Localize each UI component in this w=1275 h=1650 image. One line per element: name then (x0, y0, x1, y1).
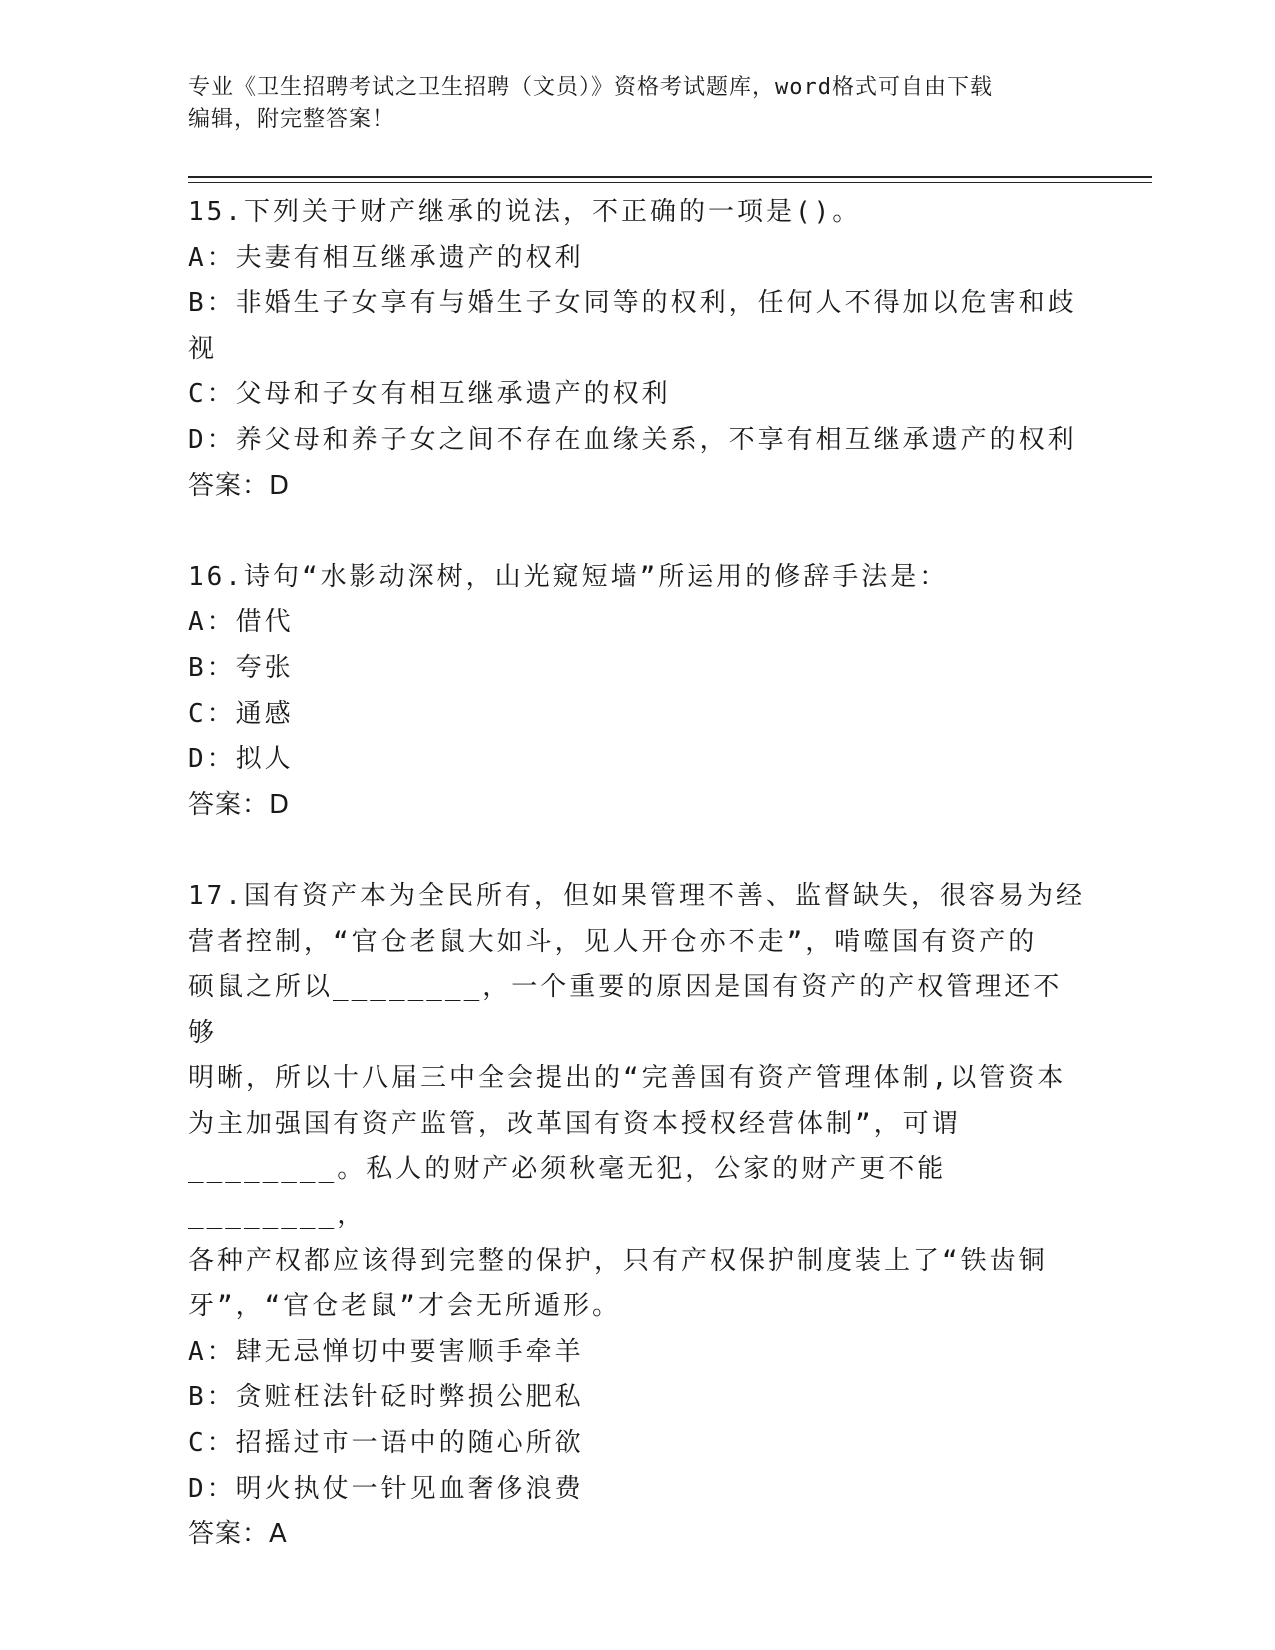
question-stem: 17.国有资产本为全民所有，但如果管理不善、监督缺失，很容易为经 (188, 880, 1085, 911)
option-a: A：肆无忌惮切中要害顺手牵羊 (188, 1336, 584, 1367)
option-d: D：养父母和养子女之间不存在血缘关系，不享有相互继承遗产的权利 (188, 424, 1077, 455)
header-line-2: 编辑，附完整答案！ (188, 107, 396, 132)
option-d: D：拟人 (188, 744, 294, 775)
question-15 (188, 190, 1088, 509)
header-divider-thick (188, 176, 1152, 178)
header-line-1: 专业《卫生招聘考试之卫生招聘（文员）》资格考试题库，word格式可自由下载 (188, 75, 993, 100)
option-a: A：借代 (188, 607, 294, 638)
option-b-continued: 视 (188, 333, 218, 364)
answer-label: 答案：D (188, 470, 291, 501)
option-c: C：父母和子女有相互继承遗产的权利 (188, 379, 671, 410)
question-stem: 16.诗句“水影动深树，山光窥短墙”所运用的修辞手法是： (188, 561, 949, 592)
question-stem-line-6: ________。私人的财产必须秋毫无犯，公家的财产更不能________， (188, 1154, 947, 1231)
question-stem: 15.下列关于财产继承的说法，不正确的一项是()。 (188, 197, 862, 227)
document-header (188, 72, 1088, 136)
question-stem-line-3: 硕鼠之所以________，一个重要的原因是国有资产的产权管理还不够 (188, 972, 1063, 1048)
option-c: C：招摇过市一语中的随心所欲 (188, 1428, 584, 1459)
option-b: B：夸张 (188, 652, 294, 683)
header-divider-thin (188, 182, 1152, 183)
answer-label: 答案：A (188, 1519, 288, 1550)
question-stem-line-8: 牙”，“官仓老鼠”才会无所遁形。 (188, 1291, 621, 1322)
option-b: B：贪赃枉法针砭时弊损公肥私 (188, 1382, 584, 1413)
option-d: D：明火执仗一针见血奢侈浪费 (188, 1473, 584, 1504)
option-b: B：非婚生子女享有与婚生子女同等的权利，任何人不得加以危害和歧 (188, 288, 1077, 319)
question-stem-line-4: 明晰，所以十八届三中全会提出的“完善国有资产管理体制,以管资本 (188, 1063, 1067, 1094)
question-17 (188, 874, 1088, 1558)
question-list (188, 190, 1088, 1558)
question-16 (188, 555, 1088, 829)
answer-label: 答案：D (188, 789, 291, 820)
question-stem-line-2: 营者控制，“官仓老鼠大如斗，见人开仓亦不走”，啃噬国有资产的 (188, 926, 1038, 957)
question-stem-line-5: 为主加强国有资产监管，改革国有资本授权经营体制”，可谓 (188, 1108, 961, 1139)
option-c: C：通感 (188, 698, 294, 729)
question-stem-line-7: 各种产权都应该得到完整的保护，只有产权保护制度装上了“铁齿铜 (188, 1245, 1048, 1276)
option-a: A：夫妻有相互继承遗产的权利 (188, 242, 584, 273)
